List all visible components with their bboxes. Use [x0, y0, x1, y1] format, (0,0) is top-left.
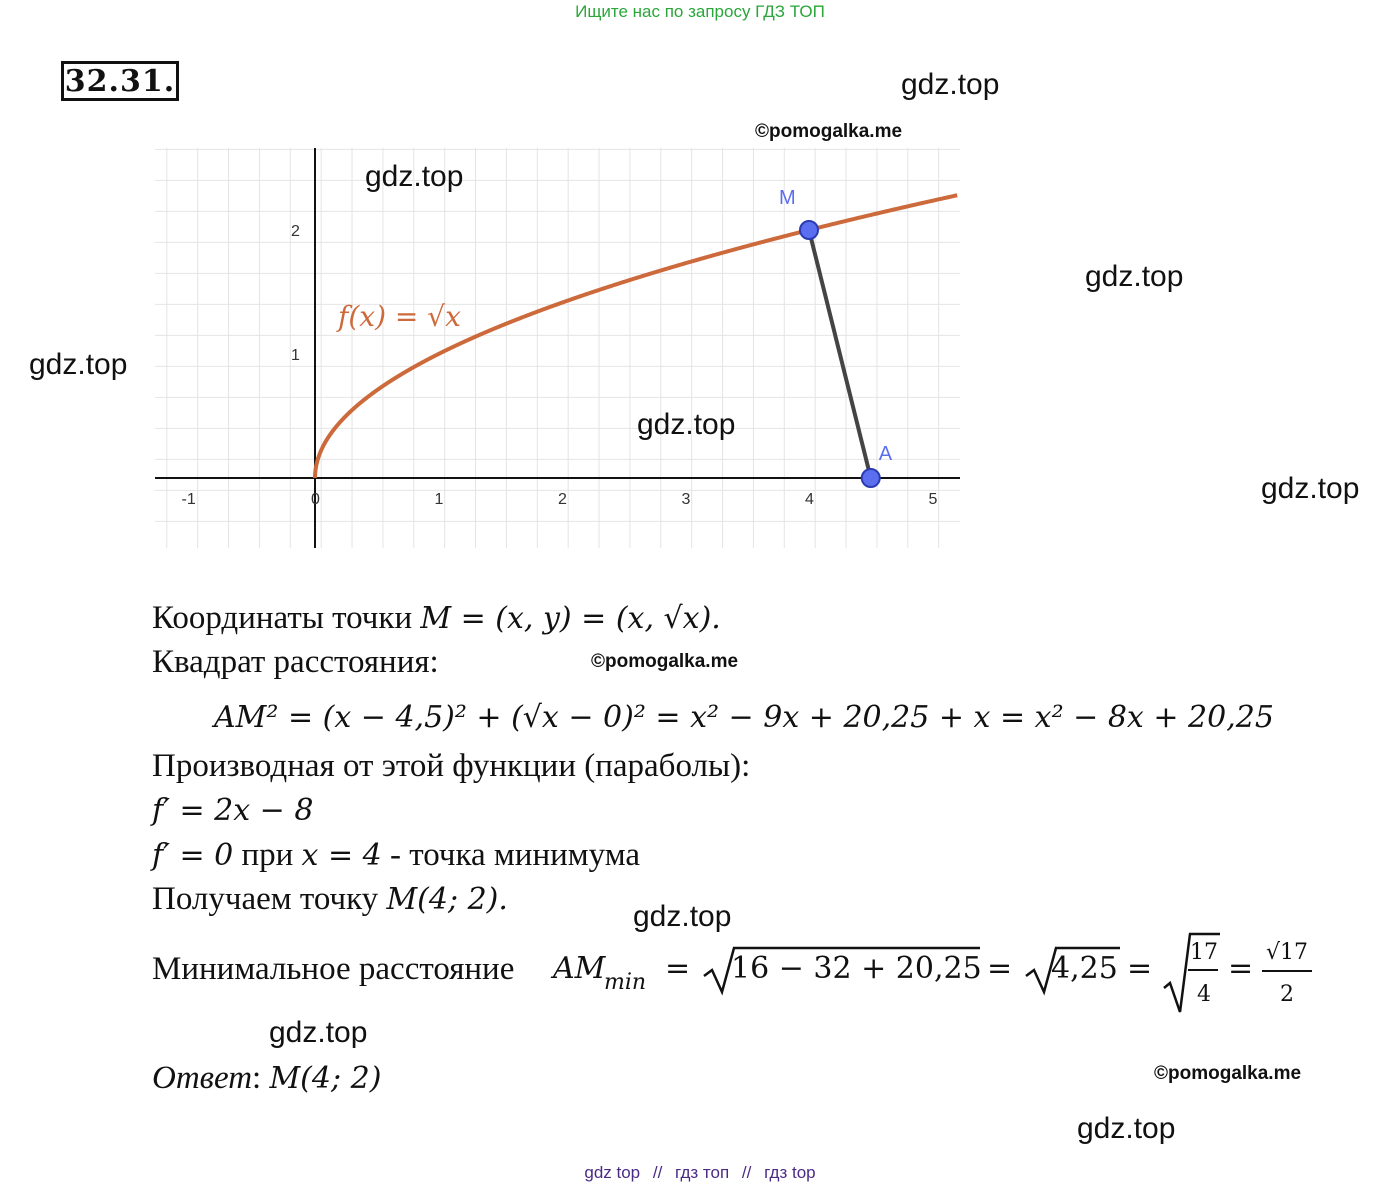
text-line-minimum — [152, 837, 640, 874]
text-line-point — [152, 881, 508, 918]
graph-tick-labels — [182, 223, 938, 508]
fraction-numerator-2: √17 — [1266, 940, 1309, 965]
equals-sign: = — [1127, 951, 1153, 986]
footer-link[interactable]: гдз топ — [675, 1163, 730, 1182]
x-tick-label: -1 — [181, 491, 196, 508]
answer-label: Ответ — [152, 1060, 253, 1096]
x-value: x = 4 — [301, 838, 382, 873]
minimum-words: - точка минимума — [390, 837, 641, 873]
watermark: gdz.top — [637, 408, 736, 441]
fraction-numerator-1: 17 — [1190, 940, 1218, 965]
derivative-zero: f′ = 0 — [152, 838, 234, 873]
watermark: gdz.top — [365, 160, 464, 193]
watermark: gdz.top — [1085, 260, 1184, 293]
text-line-distance-square: Квадрат расстояния: — [152, 644, 439, 680]
coordinates-math: M = (x, y) = (x, √x). — [420, 601, 721, 636]
point-words: Получаем точку — [152, 881, 379, 917]
x-tick-label: 2 — [558, 491, 567, 508]
text-min-distance-words: Минимальное расстояние — [152, 951, 515, 987]
equals-sign: = — [665, 951, 691, 986]
y-tick-label: 1 — [291, 347, 300, 364]
derivative-formula: f′ = 2x − 8 — [152, 793, 314, 828]
watermark: gdz.top — [269, 1016, 368, 1049]
point-a-label: A — [878, 443, 893, 465]
footer-separator: // — [652, 1163, 663, 1182]
point-m-label: M — [779, 187, 796, 209]
fraction-bar-2 — [1262, 968, 1314, 974]
footer-link[interactable]: gdz top — [584, 1163, 641, 1182]
am-symbol: AM — [553, 951, 606, 986]
am-subscript: min — [604, 970, 647, 995]
copyright-mark: ©pomogalka.me — [755, 121, 903, 142]
x-tick-label: 3 — [681, 491, 691, 508]
point-a — [862, 469, 880, 487]
footer-link[interactable]: гдз top — [764, 1163, 816, 1182]
function-graph — [150, 140, 970, 560]
point-m — [800, 221, 818, 239]
fraction-denominator-1: 4 — [1197, 982, 1211, 1007]
problem-number: 32.31. — [61, 61, 179, 101]
top-banner[interactable]: Ищите нас по запросу ГДЗ ТОП — [575, 2, 825, 21]
watermark: gdz.top — [29, 348, 128, 381]
distance-formula: AM² = (x − 4,5)² + (√x − 0)² = x² − 9x + 20,25 + x = x² − 8x + 20,25 — [214, 700, 1274, 735]
y-tick-label: 2 — [291, 223, 300, 240]
sqrt-radicand-2: 4,25 — [1051, 951, 1118, 986]
watermark: gdz.top — [633, 900, 732, 933]
footer-links — [0, 1163, 1400, 1183]
sqrt-radicand-1: 16 − 32 + 20,25 — [731, 951, 982, 986]
fraction-denominator-2: 2 — [1280, 982, 1294, 1007]
text-line-derivative: Производная от этой функции (параболы): — [152, 748, 751, 784]
watermark: gdz.top — [901, 68, 1000, 101]
copyright-mark: ©pomogalka.me — [1154, 1063, 1302, 1084]
watermark: gdz.top — [1261, 472, 1360, 505]
x-tick-label: 1 — [434, 491, 444, 508]
x-tick-label: 4 — [805, 491, 814, 508]
answer-colon: : — [252, 1060, 262, 1096]
function-label: f(x) = √x — [338, 300, 461, 333]
x-tick-label: 0 — [311, 491, 320, 508]
x-tick-label: 5 — [928, 491, 938, 508]
text-line-coordinates — [152, 600, 721, 637]
watermark: gdz.top — [1077, 1112, 1176, 1145]
coordinates-words: Координаты точки — [152, 600, 413, 636]
footer-separator: // — [741, 1163, 752, 1182]
when-word: при — [241, 837, 294, 873]
equals-sign: = — [1228, 951, 1254, 986]
point-value: M(4; 2). — [386, 882, 508, 917]
segment-am — [809, 230, 871, 478]
equals-sign: = — [987, 951, 1013, 986]
copyright-mark: ©pomogalka.me — [591, 651, 739, 672]
answer-value: M(4; 2) — [269, 1061, 382, 1096]
answer-line — [152, 1060, 381, 1097]
